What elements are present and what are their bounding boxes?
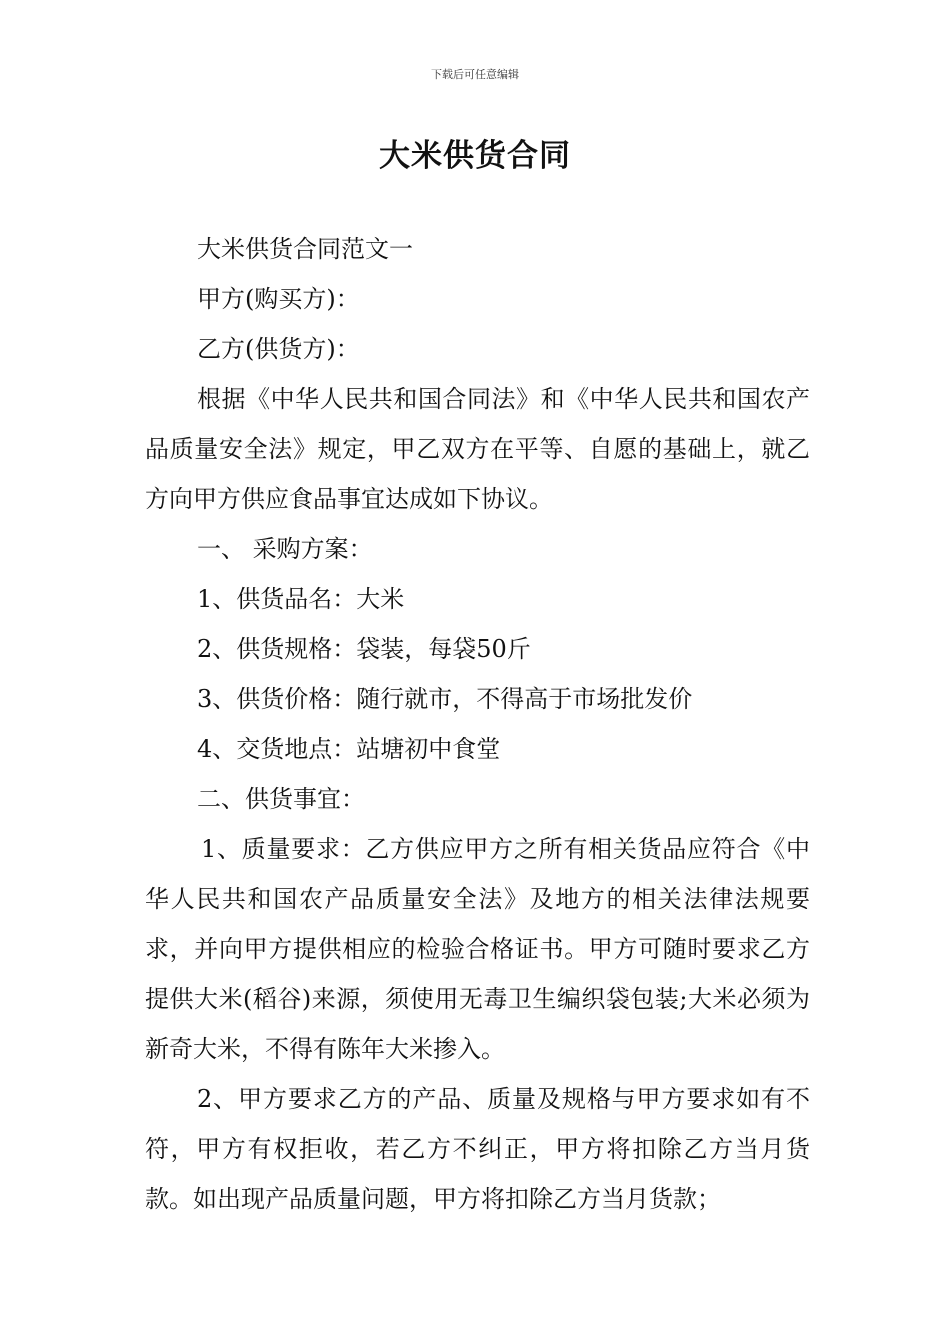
list-item-product-name: 1、供货品名：大米 [197,585,405,613]
header-note: 下载后可任意编辑 [431,68,519,81]
document-title: 大米供货合同 [379,138,571,174]
list-item-delivery-location: 4、交货地点：站塘初中食堂 [197,735,501,763]
paragraph-basis: 根据《中华人民共和国合同法》和《中华人民共和国农产品质量安全法》规定，甲乙双方在平等、自愿的基础上，就乙方向甲方供应食品事宜达成如下协议。 [145,385,810,513]
list-item-specification: 2、供货规格：袋装，每袋50斤 [197,635,531,663]
paragraph-party-a: 甲方(购买方)： [197,285,360,313]
section-heading-supply: 二、供货事宜： [197,785,365,813]
document-body [145,224,810,1224]
paragraph-quality-requirements: 1、质量要求：乙方供应甲方之所有相关货品应符合《中华人民共和国农产品质量安全法》及地方的相关法律法规要求，并向甲方提供相应的检验合格证书。甲方可随时要求乙方提供大米(稻谷)来源，须使用无毒卫生编织袋包装;大米必须为新奇大米，不得有陈年大米掺入。 [145,835,810,1063]
paragraph-nonconformity: 2、甲方要求乙方的产品、质量及规格与甲方要求如有不符，甲方有权拒收，若乙方不纠正，甲方将扣除乙方当月货款。如出现产品质量问题，甲方将扣除乙方当月货款； [145,1085,810,1213]
section-heading-procurement: 一、 采购方案： [197,535,373,563]
paragraph-party-b: 乙方(供货方)： [197,335,360,363]
paragraph-subtitle: 大米供货合同范文一 [197,235,413,263]
list-item-price: 3、供货价格：随行就市，不得高于市场批发价 [197,685,693,713]
